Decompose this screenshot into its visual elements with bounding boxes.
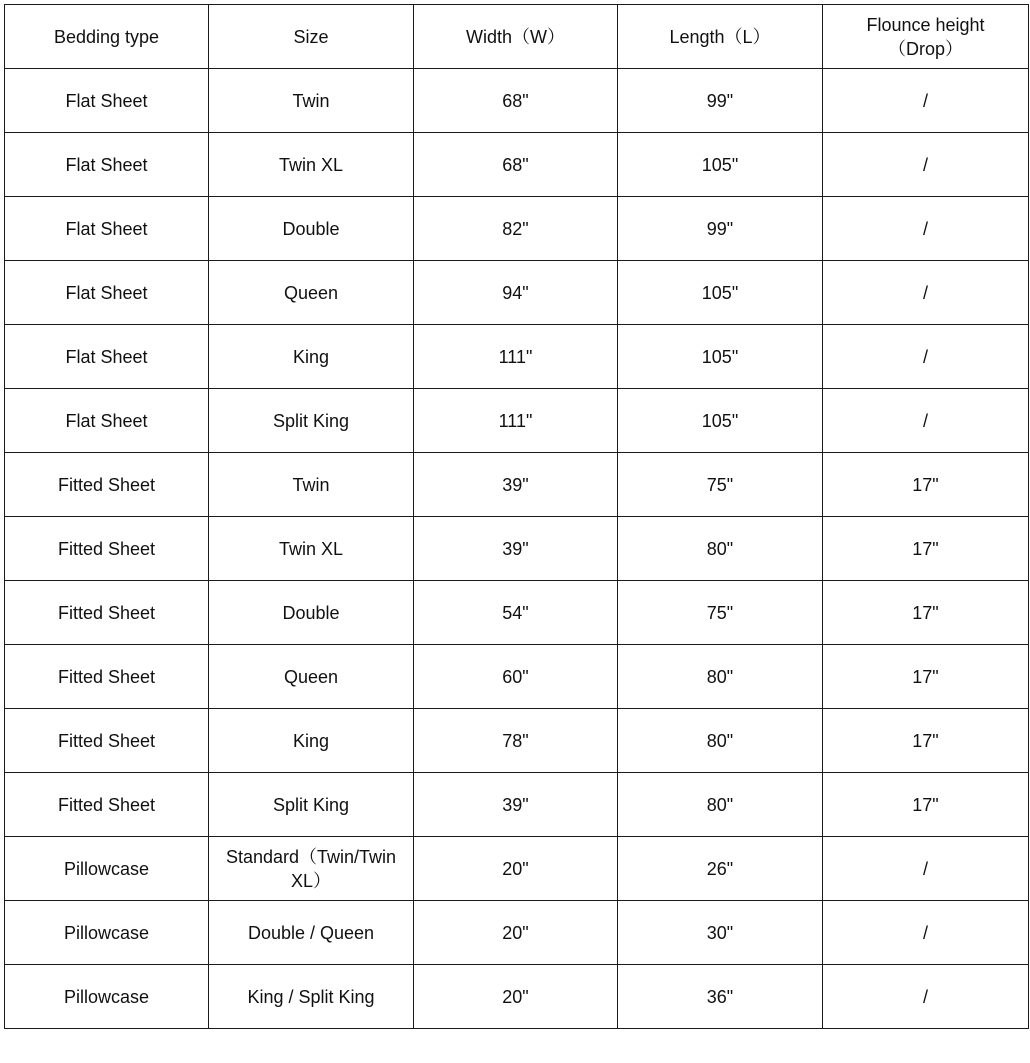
- cell-size: Twin XL: [209, 517, 414, 581]
- cell-drop: /: [823, 837, 1029, 901]
- cell-size: Split King: [209, 773, 414, 837]
- cell-length: 80": [618, 517, 823, 581]
- header-length: Length（L）: [618, 5, 823, 69]
- cell-bedding-type: Pillowcase: [5, 965, 209, 1029]
- header-flounce-height-label: Flounce height: [866, 14, 985, 35]
- cell-width: 68": [414, 69, 618, 133]
- cell-drop: /: [823, 965, 1029, 1029]
- cell-width: 20": [414, 837, 618, 901]
- cell-length: 26": [618, 837, 823, 901]
- cell-width: 20": [414, 901, 618, 965]
- cell-bedding-type: Fitted Sheet: [5, 453, 209, 517]
- cell-drop: /: [823, 133, 1029, 197]
- cell-drop: 17": [823, 581, 1029, 645]
- cell-size: King / Split King: [209, 965, 414, 1029]
- table-body: [5, 69, 1029, 1029]
- cell-length: 80": [618, 645, 823, 709]
- cell-width: 111": [414, 389, 618, 453]
- cell-width: 82": [414, 197, 618, 261]
- cell-bedding-type: Flat Sheet: [5, 325, 209, 389]
- cell-bedding-type: Pillowcase: [5, 837, 209, 901]
- header-flounce-drop-label: （Drop）: [887, 38, 963, 59]
- table-row: [5, 261, 1029, 325]
- cell-width: 60": [414, 645, 618, 709]
- cell-width: 39": [414, 453, 618, 517]
- table-row: [5, 69, 1029, 133]
- cell-size: Double: [209, 197, 414, 261]
- cell-drop: /: [823, 325, 1029, 389]
- cell-length: 80": [618, 773, 823, 837]
- cell-size: Split King: [209, 389, 414, 453]
- cell-bedding-type: Fitted Sheet: [5, 581, 209, 645]
- table-row: [5, 325, 1029, 389]
- cell-bedding-type: Fitted Sheet: [5, 773, 209, 837]
- cell-drop: /: [823, 389, 1029, 453]
- cell-drop: /: [823, 901, 1029, 965]
- cell-size: Twin: [209, 453, 414, 517]
- header-row: [5, 5, 1029, 69]
- header-bedding-type: Bedding type: [5, 5, 209, 69]
- table-row: [5, 389, 1029, 453]
- cell-width: 68": [414, 133, 618, 197]
- table-row: [5, 709, 1029, 773]
- header-size: Size: [209, 5, 414, 69]
- cell-length: 105": [618, 261, 823, 325]
- cell-bedding-type: Fitted Sheet: [5, 517, 209, 581]
- cell-length: 75": [618, 581, 823, 645]
- cell-width: 54": [414, 581, 618, 645]
- cell-bedding-type: Pillowcase: [5, 901, 209, 965]
- cell-bedding-type: Fitted Sheet: [5, 709, 209, 773]
- cell-width: 39": [414, 517, 618, 581]
- cell-size: Twin XL: [209, 133, 414, 197]
- cell-length: 105": [618, 133, 823, 197]
- cell-drop: /: [823, 197, 1029, 261]
- table-row: [5, 133, 1029, 197]
- table-row: [5, 965, 1029, 1029]
- cell-drop: 17": [823, 773, 1029, 837]
- cell-size: Standard（Twin/Twin XL）: [209, 837, 414, 901]
- cell-drop: 17": [823, 517, 1029, 581]
- table-row: [5, 837, 1029, 901]
- cell-length: 80": [618, 709, 823, 773]
- cell-drop: 17": [823, 645, 1029, 709]
- table-row: [5, 517, 1029, 581]
- header-flounce-height: [823, 5, 1029, 69]
- cell-width: 78": [414, 709, 618, 773]
- cell-drop: /: [823, 69, 1029, 133]
- cell-width: 20": [414, 965, 618, 1029]
- cell-size: Twin: [209, 69, 414, 133]
- table-row: [5, 773, 1029, 837]
- cell-bedding-type: Flat Sheet: [5, 261, 209, 325]
- header-width: Width（W）: [414, 5, 618, 69]
- table-row: [5, 581, 1029, 645]
- cell-length: 99": [618, 197, 823, 261]
- cell-bedding-type: Flat Sheet: [5, 197, 209, 261]
- cell-length: 105": [618, 325, 823, 389]
- cell-length: 105": [618, 389, 823, 453]
- table-row: [5, 453, 1029, 517]
- cell-size: King: [209, 709, 414, 773]
- cell-length: 36": [618, 965, 823, 1029]
- cell-bedding-type: Flat Sheet: [5, 69, 209, 133]
- cell-size: King: [209, 325, 414, 389]
- table-row: [5, 901, 1029, 965]
- cell-bedding-type: Flat Sheet: [5, 389, 209, 453]
- cell-size: Double: [209, 581, 414, 645]
- cell-bedding-type: Fitted Sheet: [5, 645, 209, 709]
- table-row: [5, 645, 1029, 709]
- cell-drop: /: [823, 261, 1029, 325]
- cell-length: 30": [618, 901, 823, 965]
- cell-width: 94": [414, 261, 618, 325]
- cell-size: Queen: [209, 261, 414, 325]
- cell-size: Queen: [209, 645, 414, 709]
- cell-bedding-type: Flat Sheet: [5, 133, 209, 197]
- cell-width: 39": [414, 773, 618, 837]
- cell-drop: 17": [823, 709, 1029, 773]
- bedding-size-table: [4, 4, 1029, 1029]
- cell-size: Double / Queen: [209, 901, 414, 965]
- table-row: [5, 197, 1029, 261]
- cell-length: 75": [618, 453, 823, 517]
- cell-drop: 17": [823, 453, 1029, 517]
- cell-length: 99": [618, 69, 823, 133]
- cell-width: 111": [414, 325, 618, 389]
